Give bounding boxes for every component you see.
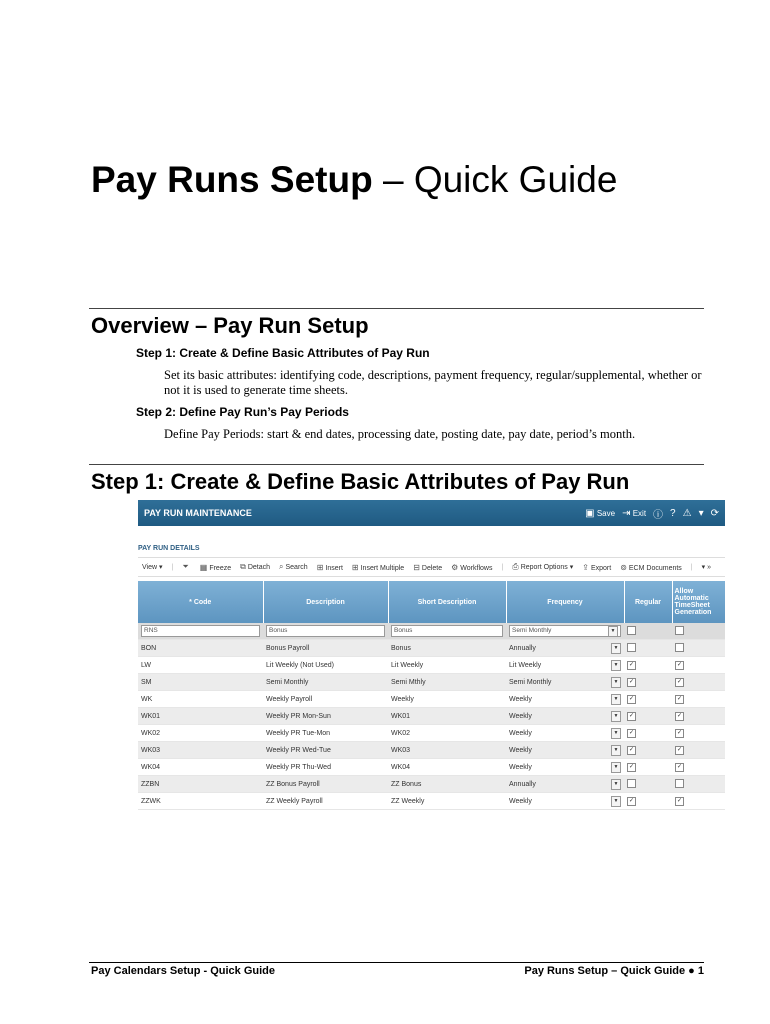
cell-code: SM: [141, 678, 152, 686]
insert-multiple-label: Insert Multiple: [360, 564, 405, 572]
insert-icon: ⊞: [316, 562, 324, 572]
section-divider: [89, 308, 704, 309]
table-row[interactable]: [138, 674, 725, 691]
step1-heading-prefix: Step 1:: [91, 469, 171, 494]
table-row[interactable]: [138, 776, 725, 793]
table-row[interactable]: [138, 708, 725, 725]
export-label: Export: [590, 564, 612, 572]
freeze-button[interactable]: [200, 563, 231, 572]
cell-short-description: Weekly: [391, 695, 414, 703]
auto-timesheet-filter-checkbox[interactable]: [675, 626, 684, 635]
frequency-value: Weekly: [509, 695, 532, 703]
frequency-value: Weekly: [509, 729, 532, 737]
app-header: [138, 500, 725, 526]
export-button[interactable]: [582, 563, 611, 572]
detach-button[interactable]: [240, 562, 270, 572]
cell-code: BON: [141, 644, 157, 652]
insert-button[interactable]: [317, 563, 343, 572]
short-description-filter-input[interactable]: Bonus: [391, 625, 503, 637]
ecm-documents-button[interactable]: [620, 563, 682, 572]
title-bold: Pay Runs Setup: [91, 159, 373, 200]
chevron-down-icon: ▼: [611, 728, 621, 739]
table-row[interactable]: [138, 742, 725, 759]
help-icon[interactable]: ?: [670, 507, 676, 519]
auto-timesheet-checkbox[interactable]: ✓: [676, 746, 683, 753]
regular-checkbox[interactable]: ✓: [628, 797, 635, 804]
exit-icon: ⇥: [622, 507, 631, 519]
frequency-select[interactable]: [509, 677, 621, 688]
cell-code: WK03: [141, 746, 161, 754]
cell-short-description: WK03: [391, 746, 411, 754]
chevron-down-icon: ▼: [611, 762, 621, 773]
cell-code: ZZBN: [141, 780, 160, 788]
app-header-title: PAY RUN MAINTENANCE: [144, 508, 252, 518]
pay-run-maintenance-screenshot: [138, 500, 725, 812]
frequency-value: Semi Monthly: [509, 678, 552, 686]
print-icon: ⎙: [512, 562, 519, 571]
regular-checkbox[interactable]: ✓: [628, 695, 635, 702]
save-button[interactable]: [585, 508, 615, 519]
footer-divider: [89, 962, 704, 963]
cell-description: Weekly PR Tue-Mon: [266, 729, 331, 737]
frequency-select[interactable]: [509, 660, 621, 671]
frequency-select[interactable]: [509, 779, 621, 790]
cell-code: WK02: [141, 729, 161, 737]
regular-checkbox[interactable]: ✓: [628, 678, 635, 685]
search-icon: ⌕: [279, 562, 284, 571]
cell-code: ZZWK: [141, 797, 161, 805]
frequency-select[interactable]: [509, 694, 621, 705]
frequency-select[interactable]: [509, 643, 621, 654]
title-rest: – Quick Guide: [372, 159, 618, 200]
freeze-label: Freeze: [209, 564, 232, 572]
cell-description: Lit Weekly (Not Used): [266, 661, 334, 669]
auto-timesheet-checkbox[interactable]: ✓: [676, 729, 683, 736]
frequency-filter-value: Semi Monthly: [512, 627, 552, 634]
frequency-select[interactable]: [509, 711, 621, 722]
column-header-frequency[interactable]: Frequency: [506, 581, 624, 623]
save-icon: ▣: [585, 507, 595, 519]
footer-left: Pay Calendars Setup - Quick Guide: [91, 965, 275, 977]
column-header-auto-timesheet[interactable]: Allow Automatic TimeSheet Generation: [672, 581, 725, 623]
auto-timesheet-checkbox[interactable]: ✓: [676, 797, 683, 804]
section-label: PAY RUN DETAILS: [138, 545, 200, 552]
delete-button[interactable]: [413, 563, 442, 572]
page-title: [91, 158, 617, 202]
overview-step1-text: Set its basic attributes: identifying code, descriptions, payment frequency, regular/supplemental, whether or not it is used to generate time sheets.: [164, 368, 702, 397]
column-header-short-description[interactable]: Short Description: [388, 581, 506, 623]
auto-timesheet-checkbox[interactable]: ✓: [676, 678, 683, 685]
auto-timesheet-checkbox[interactable]: [675, 643, 684, 652]
cell-description: ZZ Weekly Payroll: [266, 797, 323, 805]
insert-multiple-icon: ⊞: [351, 562, 359, 572]
insert-multiple-button[interactable]: [352, 563, 404, 572]
overview-step2-label: Step 2: Define Pay Run’s Pay Periods: [136, 405, 349, 419]
step1-heading: [91, 469, 629, 495]
regular-checkbox[interactable]: ✓: [628, 661, 635, 668]
chevron-down-icon: ▼: [611, 779, 621, 790]
frequency-select[interactable]: [509, 745, 621, 756]
refresh-icon[interactable]: ⟳: [710, 507, 719, 519]
overview-step2-text: Define Pay Periods: start & end dates, processing date, posting date, pay date, period’s month.: [164, 427, 636, 441]
chevron-down-icon: ▼: [611, 694, 621, 705]
chevron-down-icon: ▼: [611, 745, 621, 756]
more-menu[interactable]: ▾ »: [701, 564, 711, 571]
frequency-value: Annually: [509, 644, 536, 652]
frequency-select[interactable]: [509, 796, 621, 807]
table-row[interactable]: [138, 793, 725, 810]
chevron-down-icon: ▼: [611, 643, 621, 654]
search-label: Search: [285, 564, 308, 571]
cell-description: Weekly Payroll: [266, 695, 313, 703]
frequency-value: Weekly: [509, 763, 532, 771]
workflows-icon: ⚙: [451, 562, 459, 572]
cell-description: Semi Monthly: [266, 678, 309, 686]
cell-code: WK: [141, 695, 153, 703]
frequency-value: Weekly: [509, 712, 532, 720]
frequency-filter-select[interactable]: [509, 625, 621, 637]
report-options-button[interactable]: ⎙ Report Options ▾: [512, 562, 574, 571]
cell-short-description: WK01: [391, 712, 411, 720]
auto-timesheet-checkbox[interactable]: ✓: [676, 695, 683, 702]
cell-description: Weekly PR Mon-Sun: [266, 712, 331, 720]
regular-filter-checkbox[interactable]: [627, 626, 636, 635]
overview-step1-label: Step 1: Create & Define Basic Attributes of Pay Run: [136, 346, 430, 360]
cell-code: WK01: [141, 712, 161, 720]
report-options-label: Report Options: [520, 564, 568, 571]
step1-heading-bold: Create & Define Basic Attributes of Pay Run: [170, 469, 630, 494]
cell-description: Weekly PR Wed-Tue: [266, 746, 331, 754]
delete-icon: ⊟: [413, 562, 420, 572]
frequency-select[interactable]: [509, 728, 621, 739]
chevron-down-icon: ▼: [611, 677, 621, 688]
table-row[interactable]: [138, 657, 725, 674]
workflows-button[interactable]: [451, 563, 492, 572]
chevron-down-icon: ▼: [611, 796, 621, 807]
filter-button[interactable]: [182, 562, 190, 572]
frequency-value: Weekly: [509, 797, 532, 805]
frequency-value: Annually: [509, 780, 536, 788]
regular-checkbox[interactable]: ✓: [628, 712, 635, 719]
save-label: Save: [596, 508, 616, 518]
table-row[interactable]: [138, 725, 725, 742]
column-header-code[interactable]: * Code: [138, 581, 263, 623]
frequency-select[interactable]: [509, 762, 621, 773]
overview-heading: Overview – Pay Run Setup: [91, 313, 369, 338]
cell-description: ZZ Bonus Payroll: [266, 780, 320, 788]
cell-description: Weekly PR Thu-Wed: [266, 763, 331, 771]
filter-row: [138, 623, 725, 640]
table-row[interactable]: [138, 759, 725, 776]
description-filter-input[interactable]: Bonus: [266, 625, 385, 637]
auto-timesheet-checkbox[interactable]: ✓: [676, 661, 683, 668]
regular-checkbox[interactable]: ✓: [628, 729, 635, 736]
code-filter-input[interactable]: RNS: [141, 625, 260, 637]
freeze-icon: ▦: [199, 562, 208, 572]
search-button[interactable]: [279, 562, 308, 572]
cell-short-description: ZZ Bonus: [391, 780, 422, 788]
table-row[interactable]: [138, 691, 725, 708]
cell-short-description: Lit Weekly: [391, 661, 424, 669]
cell-code: LW: [141, 661, 151, 669]
documents-icon: ⊚: [620, 562, 627, 572]
grid-toolbar: View ▾ | ⏷ ▦ Freeze ⧉ Detach ⌕ Search ⊞ Insert ⊞ Insert Multiple ⊟ Delete ⚙ Workflows | ⎙ Report Options ▾ ⇪ Export ⊚ ECM Documents | ▾ »: [138, 557, 725, 577]
auto-timesheet-checkbox[interactable]: [675, 779, 684, 788]
regular-checkbox[interactable]: [627, 643, 636, 652]
export-icon: ⇪: [582, 562, 589, 572]
cell-short-description: Semi Mthly: [391, 678, 426, 686]
info-icon[interactable]: ⓘ: [653, 509, 664, 521]
table-header-row: [138, 581, 725, 623]
cell-short-description: Bonus: [391, 644, 411, 652]
chevron-down-icon: ▼: [608, 626, 618, 637]
detach-label: Detach: [247, 564, 271, 571]
cell-short-description: ZZ Weekly: [391, 797, 425, 805]
column-header-regular[interactable]: Regular: [624, 581, 672, 623]
auto-timesheet-checkbox[interactable]: ✓: [676, 763, 683, 770]
filter-icon: ⏷: [182, 562, 189, 571]
view-label: View: [142, 564, 158, 571]
insert-label: Insert: [325, 564, 343, 572]
menu-icon[interactable]: ▾: [698, 507, 704, 519]
cell-short-description: WK04: [391, 763, 411, 771]
detach-icon: ⧉: [240, 562, 246, 571]
cell-code: WK04: [141, 763, 161, 771]
frequency-value: Weekly: [509, 746, 532, 754]
delete-label: Delete: [421, 564, 443, 572]
cell-description: Bonus Payroll: [266, 644, 310, 652]
cell-short-description: WK02: [391, 729, 411, 737]
chevron-down-icon: ▼: [611, 711, 621, 722]
footer-right: Pay Runs Setup – Quick Guide ● 1: [524, 965, 704, 977]
regular-checkbox[interactable]: [627, 779, 636, 788]
ecm-documents-label: ECM Documents: [628, 564, 682, 572]
table-row[interactable]: [138, 640, 725, 657]
chevron-down-icon: ▼: [611, 660, 621, 671]
exit-label: Exit: [632, 508, 647, 518]
warning-icon[interactable]: ⚠: [682, 507, 692, 519]
pay-run-table: [138, 581, 725, 810]
regular-checkbox[interactable]: ✓: [628, 746, 635, 753]
view-menu[interactable]: View ▾: [142, 564, 163, 571]
regular-checkbox[interactable]: ✓: [628, 763, 635, 770]
section-divider: [89, 464, 704, 465]
auto-timesheet-checkbox[interactable]: ✓: [676, 712, 683, 719]
frequency-value: Lit Weekly: [509, 661, 542, 669]
column-header-description[interactable]: Description: [263, 581, 388, 623]
exit-button[interactable]: [622, 508, 646, 519]
workflows-label: Workflows: [460, 564, 493, 572]
